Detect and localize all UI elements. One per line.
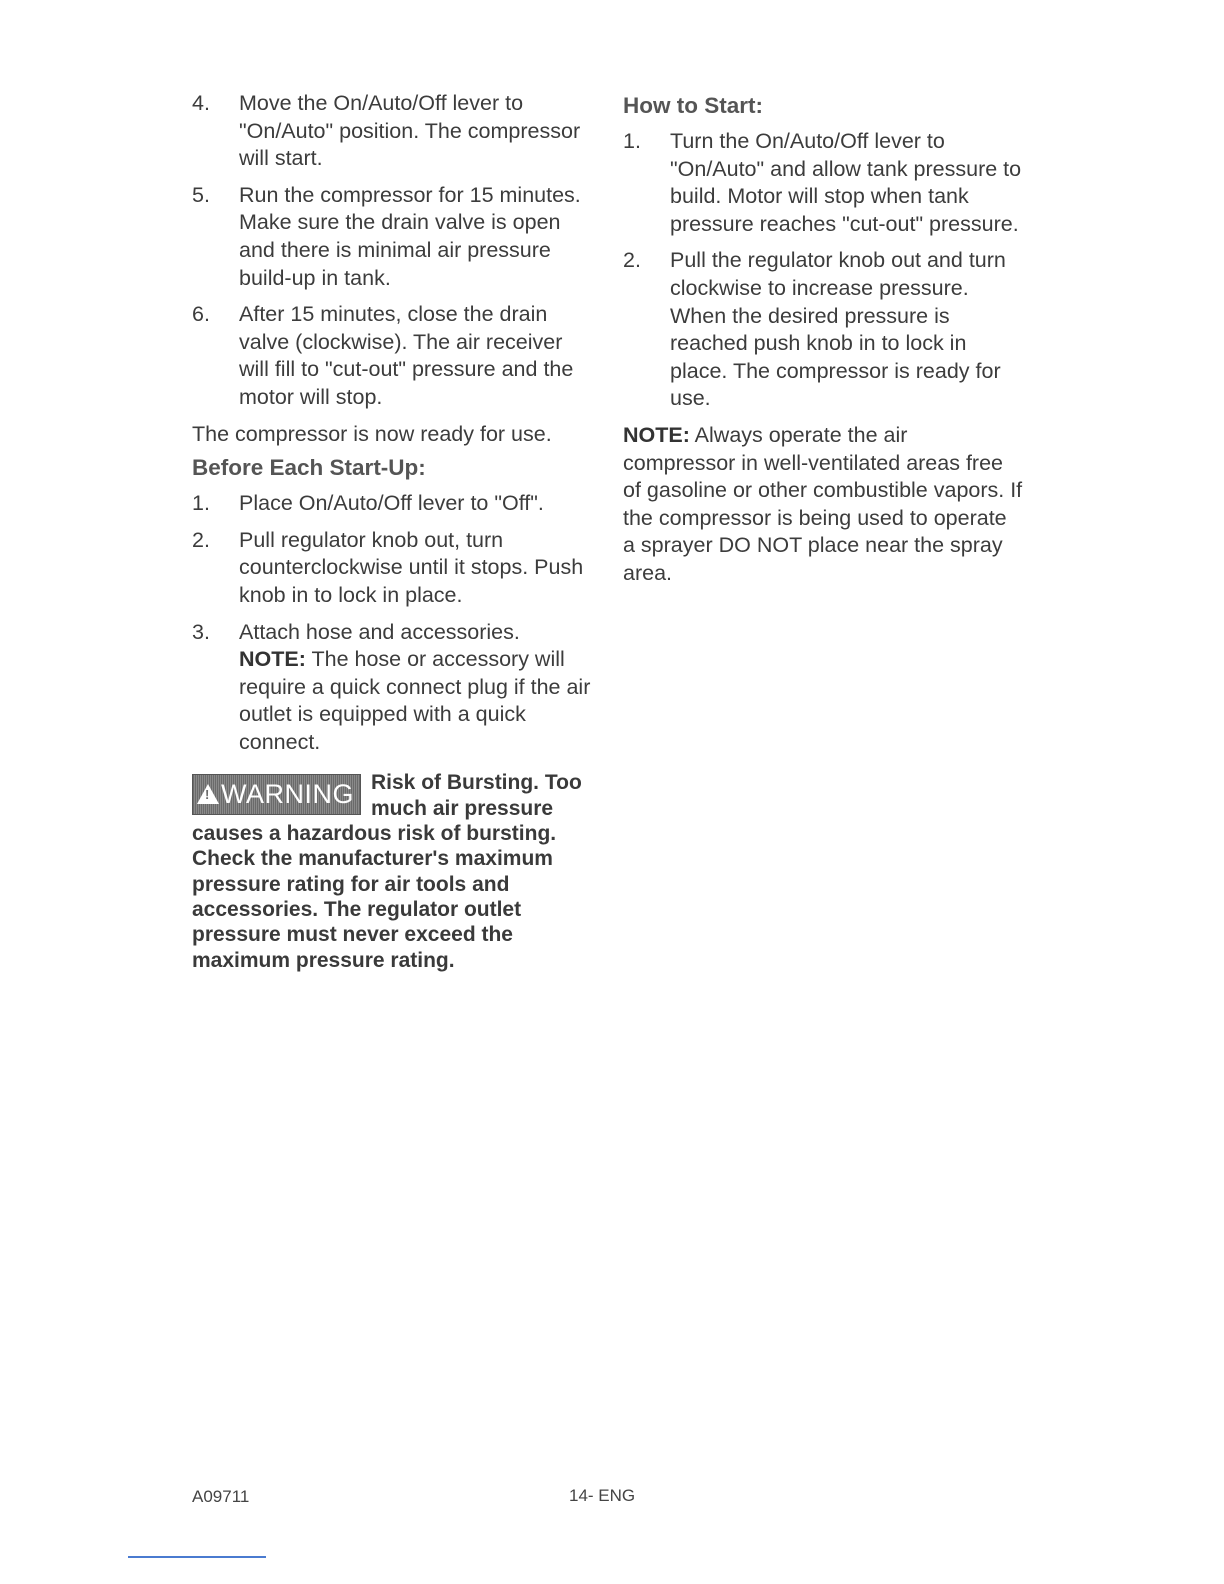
step-number: 5. xyxy=(192,182,210,207)
edge-divider xyxy=(128,1556,266,1558)
step-text: Place On/Auto/Off lever to "Off". xyxy=(239,491,544,516)
step-number: 6. xyxy=(192,302,210,327)
step-5 xyxy=(192,182,592,292)
step-text: After 15 minutes, close the drain valve (clockwise). The air receiver will fill to "cut-out" pressure and the motor will stop. xyxy=(239,302,574,409)
note-text: Always operate the air compressor in well-ventilated areas free of gasoline or other combustible vapors. If the compressor is being used to operate a sprayer DO NOT place near the spray area. xyxy=(623,422,1023,585)
step-4 xyxy=(192,90,592,173)
ready-text: The compressor is now ready for use. xyxy=(192,421,552,446)
how-to-start-heading: How to Start: xyxy=(623,93,763,118)
right-column xyxy=(623,90,1023,594)
note-text: The hose or accessory will require a quick connect plug if the air outlet is equipped with a quick connect. xyxy=(239,647,591,754)
start-step-2 xyxy=(623,247,1023,413)
step-number: 3. xyxy=(192,619,210,644)
step-number: 1. xyxy=(623,129,641,153)
step-number: 1. xyxy=(192,491,210,516)
step-number: 2. xyxy=(623,248,641,273)
step-number: 2. xyxy=(192,527,210,552)
step-text: Pull the regulator knob out and turn clockwise to increase pressure. When the desired pressure is reached push knob in to lock in place. The compressor is ready for use. xyxy=(670,248,1006,411)
step-text: Pull regulator knob out, turn counterclockwise until it stops. Push knob in to lock in place. xyxy=(239,527,584,607)
before-step-1 xyxy=(192,490,592,518)
left-column xyxy=(192,90,592,973)
step-text: Move the On/Auto/Off lever to "On/Auto" position. The compressor will start. xyxy=(239,91,581,171)
note-label: NOTE: xyxy=(623,422,690,447)
step-number: 4. xyxy=(192,91,210,115)
document-code: A09711 xyxy=(192,1487,250,1506)
warning-badge xyxy=(192,774,361,815)
ventilation-note xyxy=(623,422,1023,588)
step-text: Turn the On/Auto/Off lever to "On/Auto" and allow tank pressure to build. Motor will stop when tank pressure reaches "cut-out" pressure. xyxy=(670,129,1022,236)
warning-block xyxy=(192,770,592,972)
step-6 xyxy=(192,301,592,411)
warning-text: Risk of Bursting. Too much air pressure causes a hazardous risk of bursting. Check the manufacturer's maximum pressure rating for air tools and accessories. The regulator outlet pressure must never exceed the maximum pressure rating. xyxy=(192,771,582,972)
warning-badge-label: WARNING xyxy=(221,779,354,810)
step-text: Attach hose and accessories. xyxy=(239,619,520,644)
note-label: NOTE: xyxy=(239,647,306,672)
before-start-heading: Before Each Start-Up: xyxy=(192,455,426,481)
step-text: Run the compressor for 15 minutes. Make sure the drain valve is open and there is minimal air pressure build-up in tank. xyxy=(239,182,581,290)
start-step-1 xyxy=(623,128,1023,238)
warning-triangle-icon xyxy=(197,784,219,804)
page-number: 14- ENG xyxy=(569,1486,636,1505)
before-step-3 xyxy=(192,619,592,757)
before-step-2 xyxy=(192,527,592,610)
